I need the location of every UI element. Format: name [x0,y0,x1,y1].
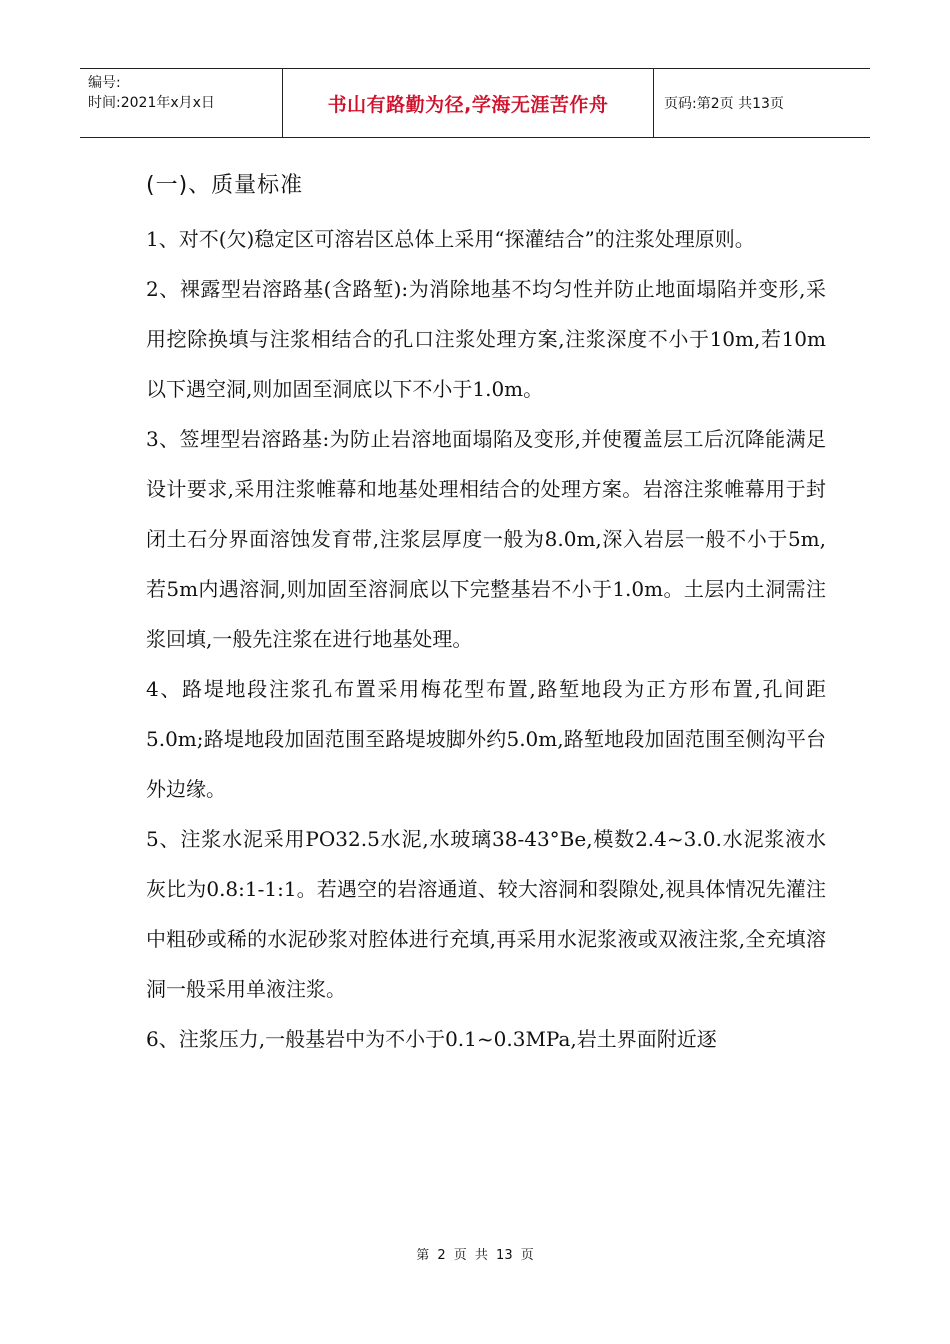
header-meta-cell [80,69,283,137]
paragraph-4: 4、路堤地段注浆孔布置采用梅花型布置,路堑地段为正方形布置,孔间距5.0m;路堤地段加固范围至路堤坡脚外约5.0m,路堑地段加固范围至侧沟平台外边缘。 [146,677,826,801]
paragraph-5: 5、注浆水泥采用PO32.5水泥,水玻璃38-43°Be,模数2.4~3.0.水泥浆液水灰比为0.8:1-1:1。若遇空的岩溶通道、较大溶洞和裂隙处,视具体情况先灌注中粗砂或稀的水泥砂浆对腔体进行充填,再采用水泥浆液或双液注浆,全充填溶洞一般采用单液注浆。 [146,827,826,1001]
paragraph-2: 2、裸露型岩溶路基(含路堑):为消除地基不均匀性并防止地面塌陷并变形,采用挖除换填与注浆相结合的孔口注浆处理方案,注浆深度不小于10m,若10m以下遇空洞,则加固至洞底以下不小于1.0m。 [146,277,826,401]
section-title: (一)、质量标准 [146,173,304,198]
header-motto: 书山有路勤为径,学海无涯苦作舟 [327,93,609,116]
document-number-label: 编号: [88,75,121,91]
paragraph-3: 3、签埋型岩溶路基:为防止岩溶地面塌陷及变形,并使覆盖层工后沉降能满足设计要求,采用注浆帷幕和地基处理相结合的处理方案。岩溶注浆帷幕用于封闭土石分界面溶蚀发育带,注浆层厚度一般为8.0m,深入岩层一般不小于5m,若5m内遇溶洞,则加固至溶洞底以下完整基岩不小于1.0m。土层内土洞需注浆回填,一般先注浆在进行地基处理。 [146,427,826,651]
document-date-label: 时间:2021年x月x日 [88,95,215,111]
paragraph-6: 6、注浆压力,一般基岩中为不小于0.1~0.3MPa,岩土界面附近逐 [146,1027,717,1051]
document-body [146,214,826,1064]
header-motto-cell [283,69,654,137]
document-header [80,68,870,138]
header-page-info: 页码:第2页 共13页 [664,96,784,112]
paragraph-1: 1、对不(欠)稳定区可溶岩区总体上采用“探灌结合”的注浆处理原则。 [146,227,755,251]
header-page-cell [654,69,870,137]
page-footer: 第 2 页 共 13 页 [416,1248,534,1263]
